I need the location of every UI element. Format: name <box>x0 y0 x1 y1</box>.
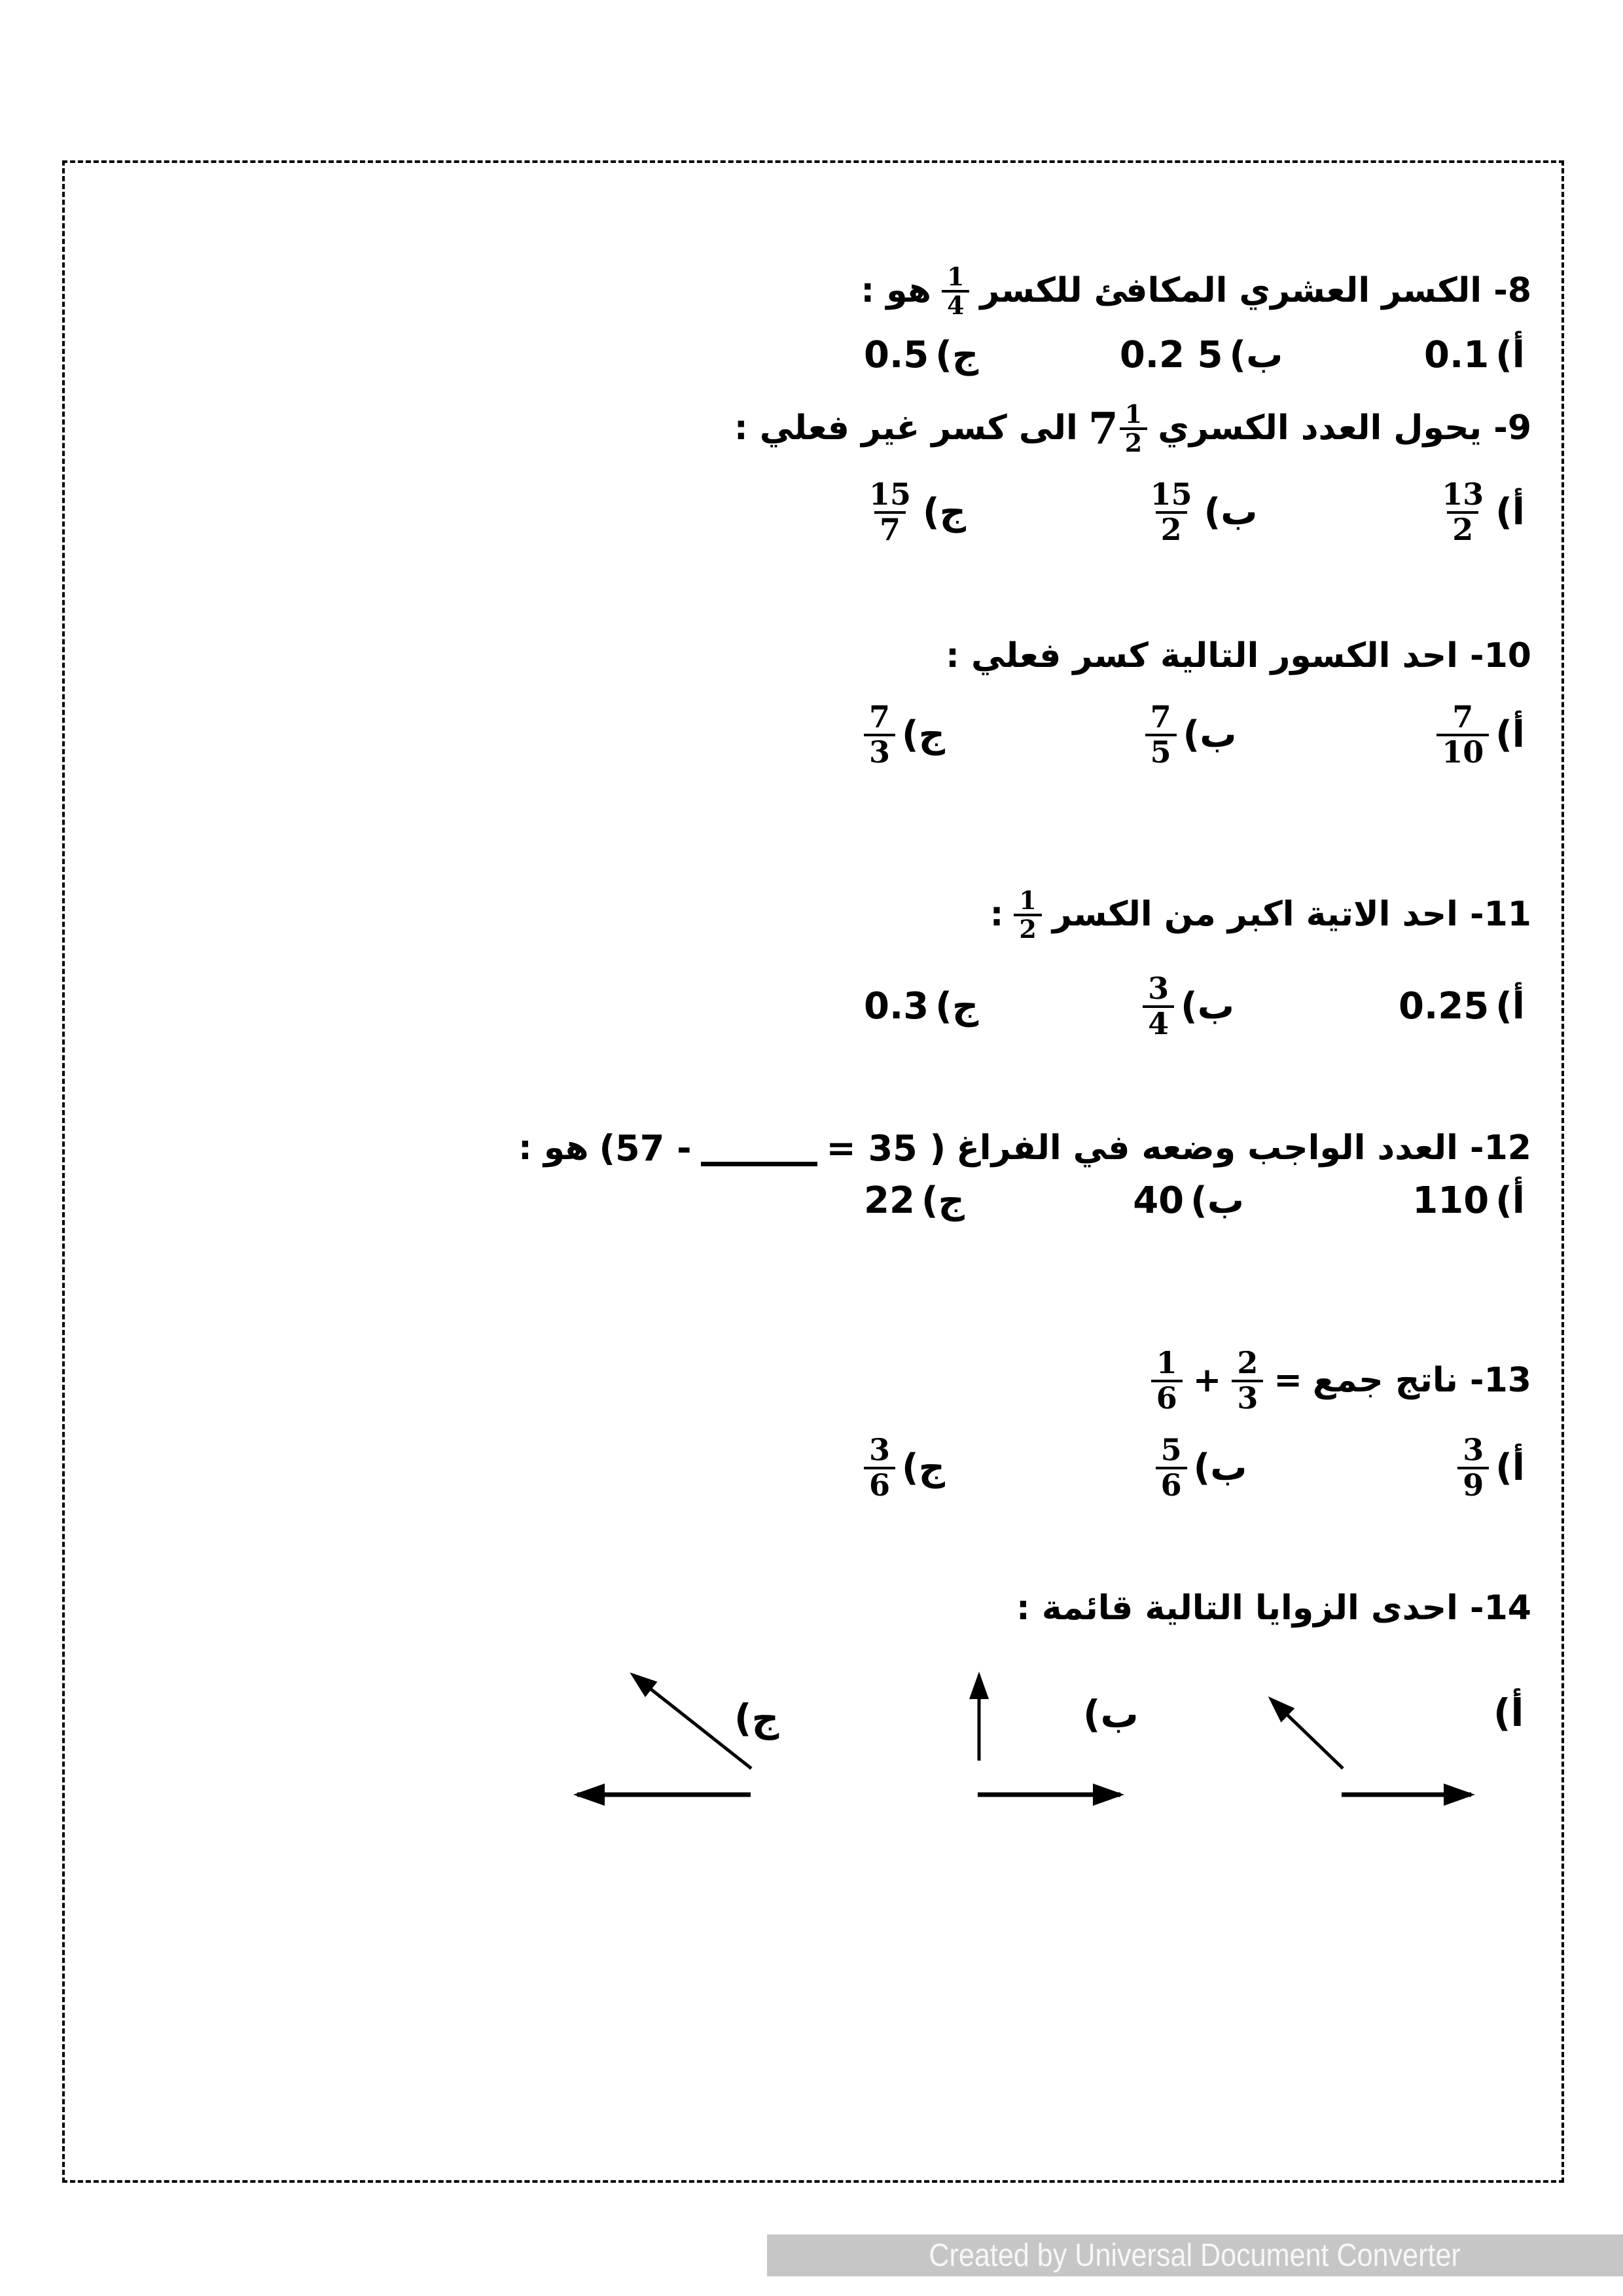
option-b <box>1143 970 1235 1041</box>
option-b <box>1156 1431 1247 1503</box>
option-c-label: ج) <box>902 1446 945 1489</box>
question-8-text: 8- الكسر العشري المكافئ للكسر <box>980 271 1531 311</box>
option-c-fraction: $\frac{15}{7}$ <box>869 476 912 547</box>
question-13-fraction-right: $\frac{2}{3}$ <box>1232 1347 1263 1414</box>
watermark-bar <box>767 2234 1623 2276</box>
question-8-title <box>861 249 1531 334</box>
option-b-fraction: $\frac{5}{6}$ <box>1156 1434 1187 1501</box>
option-b-label: ب) <box>1190 1179 1244 1222</box>
question-12-text-end: هو : <box>518 1128 589 1168</box>
option-a-value: 0.1 <box>1424 333 1489 376</box>
question-12-options <box>864 1175 1525 1227</box>
question-8-options <box>864 327 1525 383</box>
question-9-text: 9- يحول العدد الكسري <box>1158 408 1531 448</box>
option-a <box>1436 478 1525 546</box>
equals-sign: = <box>1274 1361 1302 1401</box>
option-c <box>864 698 945 770</box>
question-10-options <box>864 687 1525 782</box>
mixed-fraction: $\frac{1}{2}$ <box>1120 401 1147 456</box>
question-11-text-end: : <box>990 894 1004 934</box>
option-b-label: ب) <box>1229 333 1283 376</box>
option-a <box>1436 698 1525 770</box>
option-b-fraction: $\frac{7}{5}$ <box>1145 701 1177 768</box>
option-c-value: 0.3 <box>864 984 929 1028</box>
equation-left: (57 - <box>599 1128 692 1170</box>
question-13-fraction-left: $\frac{1}{6}$ <box>1151 1347 1183 1414</box>
option-c-label: ج) <box>935 333 979 376</box>
option-b-value: 0.2 5 <box>1119 333 1223 376</box>
option-b-label: ب) <box>1183 713 1237 756</box>
option-a-label: أ) <box>1495 1446 1525 1489</box>
option-c-value: 0.5 <box>864 333 929 376</box>
question-14-text: 14- احدى الزوايا التالية قائمة : <box>1016 1588 1531 1628</box>
question-11-text: 11- احد الاتية اكبر من الكسر <box>1052 894 1531 934</box>
question-8-fraction: $\frac{1}{4}$ <box>942 264 969 319</box>
option-b-fraction: $\frac{3}{4}$ <box>1143 973 1174 1040</box>
option-c <box>864 984 979 1028</box>
option-b-label: ب) <box>1193 1446 1247 1489</box>
question-11-title <box>990 870 1531 959</box>
option-a-value: 110 <box>1412 1179 1489 1222</box>
question-9-mixed-number: 7 $\frac{1}{2}$ <box>1088 401 1147 456</box>
option-a-label: أ) <box>1495 984 1525 1028</box>
angle-c-slanted-ray <box>633 1675 751 1768</box>
option-c-fraction: $\frac{3}{6}$ <box>864 1434 895 1501</box>
option-a-label: أ) <box>1495 490 1525 533</box>
option-c <box>864 1179 965 1222</box>
option-a-fraction: $\frac{13}{2}$ <box>1442 476 1484 547</box>
option-c-label: ج) <box>921 1179 965 1222</box>
option-a-fraction: $\frac{3}{9}$ <box>1457 1434 1489 1501</box>
question-12-title <box>518 1113 1531 1185</box>
question-14-title <box>1016 1581 1531 1636</box>
question-12-equation <box>599 1129 946 1168</box>
question-10-title <box>946 632 1531 681</box>
angle-a-slanted-ray <box>1271 1699 1343 1768</box>
question-11-fraction: $\frac{1}{2}$ <box>1014 888 1041 942</box>
option-c-label: ج) <box>923 490 966 533</box>
blank-line <box>701 1162 817 1166</box>
question-13-text: 13- ناتج جمع <box>1312 1361 1531 1401</box>
option-a-label: أ) <box>1495 333 1525 376</box>
question-11-options <box>864 959 1525 1054</box>
option-b <box>1145 698 1237 770</box>
option-a-label: أ) <box>1495 1179 1525 1222</box>
option-c <box>864 478 966 546</box>
option-a-label: أ) <box>1495 713 1525 756</box>
option-a <box>1399 984 1525 1028</box>
angle-diagram-b <box>929 1656 1178 1813</box>
question-13-options <box>864 1420 1525 1515</box>
equation-right: = 35 ) <box>826 1128 946 1170</box>
angle-a-label: أ) <box>1493 1691 1524 1735</box>
option-a-value: 0.25 <box>1399 984 1489 1028</box>
watermark-text: Created by Universal Document Converter <box>929 2238 1461 2273</box>
question-10-text: 10- احد الكسور التالية كسر فعلي : <box>946 636 1531 675</box>
option-b <box>1119 333 1283 376</box>
option-b <box>1145 478 1258 546</box>
option-c <box>864 1431 945 1503</box>
option-c-label: ج) <box>902 713 945 756</box>
option-b-value: 40 <box>1133 1179 1185 1222</box>
angle-diagram-a <box>1243 1656 1531 1813</box>
option-c-value: 22 <box>864 1179 915 1222</box>
option-c <box>864 333 979 376</box>
question-8-text-end: هو : <box>861 271 931 311</box>
plus-sign: + <box>1192 1361 1222 1401</box>
option-c-label: ج) <box>935 984 979 1028</box>
question-12-text: 12- العدد الواجب وضعه في الفراغ <box>956 1128 1531 1168</box>
question-9-options <box>864 465 1525 560</box>
question-9-title <box>734 383 1531 475</box>
option-a <box>1457 1431 1525 1503</box>
option-b-label: ب) <box>1204 490 1258 533</box>
question-13-title <box>1151 1335 1531 1427</box>
option-b-label: ب) <box>1181 984 1235 1028</box>
option-c-fraction: $\frac{7}{3}$ <box>864 701 895 768</box>
angle-c-label: ج) <box>734 1696 779 1740</box>
option-a <box>1412 1179 1525 1222</box>
option-b-fraction: $\frac{15}{2}$ <box>1150 476 1192 547</box>
question-9-text-end: الى كسر غير فعلي : <box>734 408 1078 448</box>
angle-b-label: ب) <box>1083 1692 1139 1736</box>
option-a-fraction: $\frac{7}{10}$ <box>1436 701 1489 768</box>
option-b <box>1133 1179 1244 1222</box>
option-a <box>1424 333 1525 376</box>
